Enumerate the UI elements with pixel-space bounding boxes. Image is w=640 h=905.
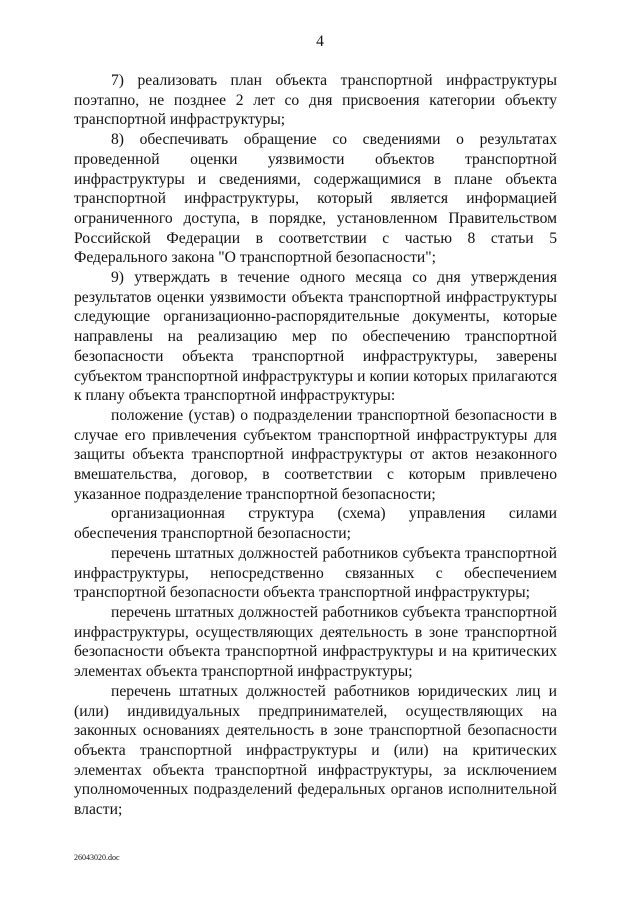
paragraph-item-7: 7) реализовать план объекта транспортной инфраструктуры поэтапно, не позднее 2 лет со дня присвоения категории объекту транспортной инфраструктуры; — [74, 72, 557, 129]
footer-filename: 26043020.doc — [74, 853, 120, 862]
paragraph-staff-list-3: перечень штатных должностей работников юридических лиц и (или) индивидуальных предпринимателей, осуществляющих на законных основаниях деятельность в зоне транспортной безопасности объекта транспортной инфраструктуры и (или) на критических элементах объекта транспортной инфраструктуры, за исключением уполномоченных подразделений федеральных органов исполнительной власти; — [74, 682, 557, 819]
paragraph-staff-list-2: перечень штатных должностей работников субъекта транспортной инфраструктуры, осуществляющих деятельность в зоне транспортной безопасности объекта транспортной инфраструктуры и на критических элементах объекта транспортной инфраструктуры; — [74, 603, 557, 681]
paragraph-item-9: 9) утверждать в течение одного месяца со дня утверждения результатов оценки уязвимости объекта транспортной инфраструктуры следующие организационно-распорядительные документы, которые направлены на реализацию мер по обеспечению транспортной безопасности объекта транспортной инфраструктуры, заверены субъектом транспортной инфраструктуры и копии которых прилагаются к плану объекта транспортной инфраструктуры: — [74, 269, 557, 405]
paragraph-org-structure: организационная структура (схема) управления силами обеспечения транспортной безопасности; — [74, 505, 557, 543]
paragraph-item-8: 8) обеспечивать обращение со сведениями о результатах проведенной оценки уязвимости объектов транспортной инфраструктуры и сведениями, содержащимися в плане объекта транспортной инфраструктуры, который является информацией ограниченного доступа, в порядке, установленном Правительством Российской Федерации в соответствии с частью 8 статьи 5 Федерального закона "О транспортной безопасности"; — [74, 131, 557, 267]
paragraph-regulation: положение (устав) о подразделении транспортной безопасности в случае его привлечения субъектом транспортной инфраструктуры для защиты объекта транспортной инфраструктуры от актов незаконного вмешательства, договор, в соответствии с которым привлечено указанное подразделение транспортной безопасности; — [74, 406, 557, 503]
paragraph-staff-list-1: перечень штатных должностей работников субъекта транспортной инфраструктуры, непосредственно связанных с обеспечением транспортной безопасности объекта транспортной инфраструктуры; — [74, 544, 557, 602]
page-number: 4 — [316, 33, 324, 50]
document-body — [74, 71, 557, 820]
